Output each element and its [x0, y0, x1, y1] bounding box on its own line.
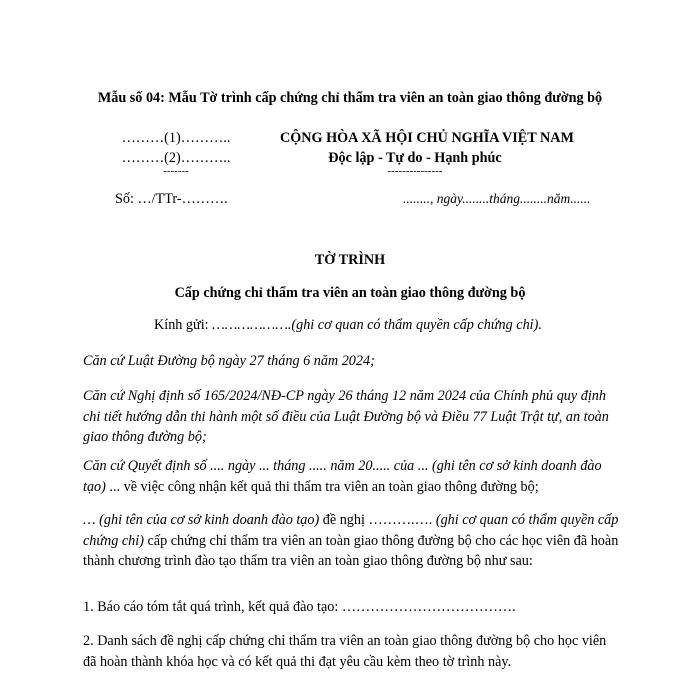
legal-basis-decision [83, 456, 623, 497]
item-training-report: 1. Báo cáo tóm tắt quá trình, kết quả đào tạo: ………………………………. [83, 599, 516, 615]
recipient-label: Kính gửi: [154, 317, 213, 333]
national-title: CỘNG HÒA XÃ HỘI CHỦ NGHĨA VIỆT NAM [280, 130, 574, 146]
agency-line-1: ………(1)……….. [121, 130, 231, 146]
issuing-authority: (ghi cơ quan có thẩm quyền cấp chứng chỉ) [83, 512, 619, 549]
recipient-value: ……………….(ghi cơ quan có thẩm quyền cấp chứng chỉ). [212, 317, 542, 333]
legal-basis-decree: Căn cứ Nghị định số 165/2024/NĐ-CP ngày 26 tháng 12 năm 2024 của Chính phủ quy định chi tiết hướng dẫn thi hành một số điều của Luật Đường bộ và Điều 77 Luật Trật tự, an toàn giao thông đường bộ; [83, 388, 609, 445]
date-line: ........, ngày........tháng........năm...... [403, 191, 591, 206]
document-subtitle: Cấp chứng chỉ thẩm tra viên an toàn giao thông đường bộ [174, 285, 526, 301]
agency-divider: ------- [163, 165, 189, 177]
form-title: Mẫu số 04: Mẫu Tờ trình cấp chứng chỉ thẩm tra viên an toàn giao thông đường bộ [97, 90, 603, 106]
recipient-line [154, 317, 542, 334]
item-candidate-list: 2. Danh sách đề nghị cấp chứng chỉ thẩm tra viên an toàn giao thông đường bộ cho học viên đã hoàn thành khóa học và có kết quả thi đạt yêu cầu kèm theo tờ trình này. [83, 633, 607, 670]
document-number: Số: …/TTr-………. [115, 191, 228, 207]
request-paragraph [83, 510, 623, 572]
national-motto: Độc lập - Tự do - Hạnh phúc [328, 150, 502, 166]
agency-line-2: ………(2)……….. [121, 150, 231, 166]
decision-reference: Căn cứ Quyết định số .... ngày ... tháng ..... năm 20..... của ... (ghi tên cơ sở kinh doanh đào tạo) [83, 458, 602, 495]
request-verb: đề nghị ……….…. [319, 512, 436, 528]
national-divider: --------------- [387, 165, 443, 177]
request-body: cấp chứng chỉ thẩm tra viên an toàn giao thông đường bộ cho các học viên đã hoàn thành chương trình đào tạo thẩm tra viên an toàn giao thông đường bộ như sau: [83, 532, 619, 569]
training-institution: … (ghi tên của cơ sở kinh doanh đào tạo) [83, 512, 320, 528]
legal-basis-law: Căn cứ Luật Đường bộ ngày 27 tháng 6 năm 2024; [83, 353, 375, 369]
document-title: TỜ TRÌNH [314, 252, 386, 268]
decision-subject: ... về việc công nhận kết quả thi thẩm tra viên an toàn giao thông đường bộ; [105, 478, 539, 495]
